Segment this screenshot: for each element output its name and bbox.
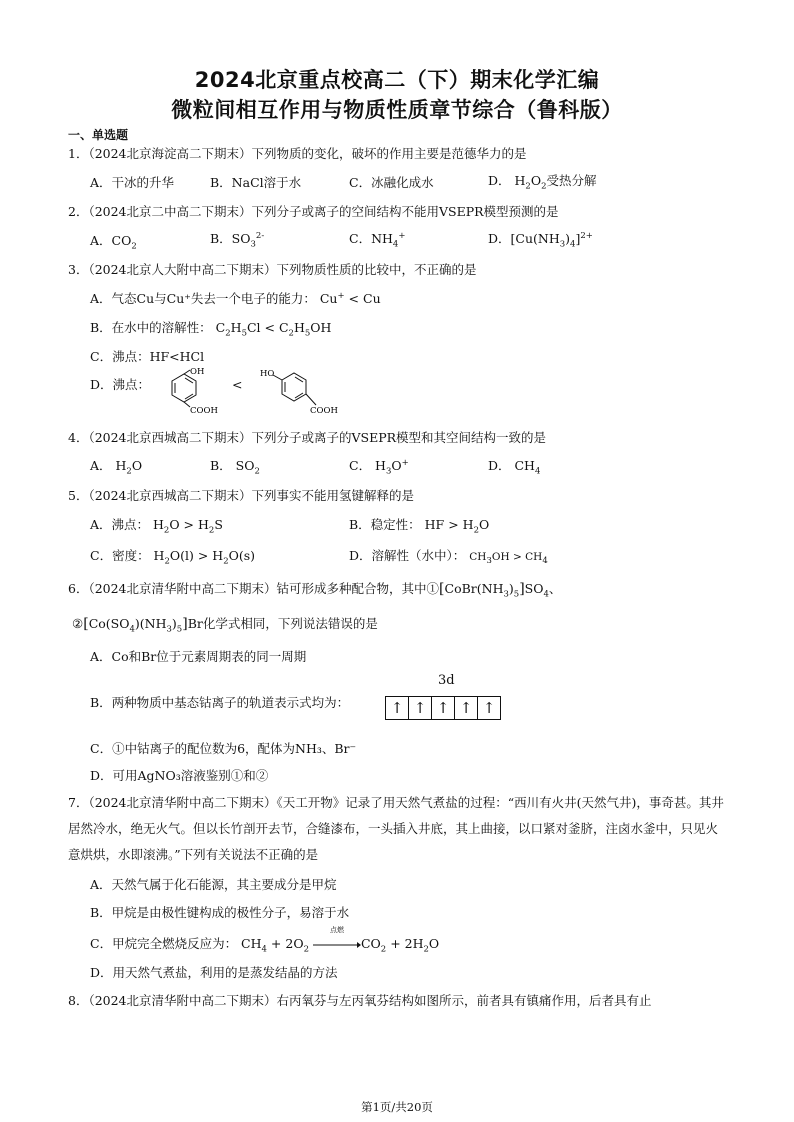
q2-d-charge: 2+ [580,230,593,241]
q6-option-d: D．可用AgNO₃溶液鉴别①和② [90,768,269,783]
svg-text:HO: HO [260,369,275,379]
q7-option-d: D．用天然气煮盐，利用的是蒸发结晶的方法 [90,965,338,980]
q3-option-d: D．沸点： OH COOH < HO COOH [90,367,352,417]
orbital-box: ↑ [386,697,409,720]
q7-option-a: A．天然气属于化石能源，其主要成分是甲烷 [90,877,337,892]
q5-option-c: C．密度： $H_2O(l) > H_2O(s)$ [90,548,256,567]
q6-option-c: C．①中钴离子的配位数为6，配体为NH₃、Br⁻ [90,741,357,756]
q3-option-b: B．在水中的溶解性： $C_2H_5Cl < C_2H_5OH$ [90,320,332,339]
question-1-stem: 1．（2024北京海淀高二下期末）下列物质的变化，破坏的作用主要是范德华力的是 [68,146,527,161]
q2-a-text: A．CO [90,233,132,248]
page-footer: 第1页/共20页 [361,1100,433,1114]
svg-text:OH: OH [190,367,205,377]
q4-option-b: B． $SO_2$ [210,458,260,477]
q2-option-c: C．$NH_4^+$ [349,230,406,250]
page-title-line2: 微粒间相互作用与物质性质章节综合（鲁科版） [171,98,623,122]
orbital-box: ↑ [409,697,432,720]
q2-d-text: D．[Cu(NH [488,231,560,246]
q2-option-d: D．$[Cu(NH_3)_4]^{2+}$ [488,230,593,250]
q2-c-text: C．NH [349,231,393,246]
q6-orbital-label: 3d [438,673,455,688]
orbital-box: ↑ [455,697,478,720]
q1-option-b: B．NaCl溶于水 [210,175,302,190]
q5-b-text: B．稳定性： [349,517,421,532]
q2-b-text: B．SO [210,231,251,246]
question-5-stem: 5．（2024北京西城高二下期末）下列事实不能用氢键解释的是 [68,488,415,503]
q6-option-b: B．两种物质中基态钴离子的轨道表示式均为： [90,695,350,710]
q4-option-a: A． $H_2O$ [90,458,143,477]
q6-stem-text: 6．（2024北京清华附中高二下期末）钴可形成多种配合物，其中① [68,581,440,596]
q3-a-text: A．气态Cu与Cu⁺失去一个电子的能力： [90,291,316,306]
q4-option-c: C． $H_3O^+$ [349,457,409,477]
q5-c-text: C．密度： [90,548,150,563]
reaction-arrow-icon [313,941,361,949]
q2-option-a: A．$CO_2$ [90,233,137,252]
question-8-stem: 8．（2024北京清华附中高二下期末）右丙氧芬与左丙氧芬结构如图所示，前者具有镇痛作用，后者具有止 [68,993,652,1008]
q1-option-d-text: 受热分解 [546,173,597,188]
q4-option-d: D． $CH_4$ [488,458,541,477]
q1-option-a: A．干冰的升华 [90,175,175,190]
q5-a-text: A．沸点： [90,517,150,532]
svg-text:COOH: COOH [310,406,339,416]
q2-option-b: B．$SO_3^{2-}$ [210,230,265,250]
q7-c-condition: 点燃 [329,926,344,934]
orbital-box: ↑ [432,697,455,720]
p-hydroxybenzoic-acid-structure-icon [260,367,352,415]
question-6-stem-line2: $②[Co(SO_4)(NH_3)_5]Br$化学式相同，下列说法错误的是 [72,616,378,635]
q5-option-b: B．稳定性： HF > $H_2O$ [349,517,490,536]
q2-d-post: ) [565,231,571,246]
q5-option-d: D．溶解性（水中）： $CH_3OH > CH_4$ [349,548,548,567]
orbital-box: ↑ [478,697,501,720]
q5-d-text: D．溶解性（水中）： [349,548,466,563]
question-6-stem: 6．（2024北京清华附中高二下期末）钴可形成多种配合物，其中$①[CoBr(NH_3)_5]SO_4$、 [68,581,562,600]
q5-option-a: A．沸点： $H_2O > H_2S$ [90,517,223,536]
q3-b-text: B．在水中的溶解性： [90,320,212,335]
q7-option-b: B．甲烷是由极性键构成的极性分子，易溶于水 [90,905,350,920]
question-2-stem: 2．（2024北京二中高二下期末）下列分子或离子的空间结构不能用VSEPR模型预测的是 [68,204,559,219]
q3-option-c: C．沸点：HF<HCl [90,349,205,364]
q6-stem-line2-text: Br化学式相同，下列说法错误的是 [187,616,378,631]
q7-c-text: C．甲烷完全燃烧反应为： [90,936,238,951]
question-4-stem: 4．（2024北京西城高二下期末）下列分子或离子的VSEPR模型和其空间结构一致的是 [68,430,547,445]
q6-option-a: A．Co和Br位于元素周期表的同一周期 [90,649,307,664]
q7-option-c: C．甲烷完全燃烧反应为： $CH_4 + 2O_2$ 点燃 $CO_2 + 2H_2O$ [90,926,440,955]
q1-option-d: D． $H_2O_2$受热分解 [488,173,597,192]
question-7-stem: 7．（2024北京清华附中高二下期末）《天工开物》记录了用天然气煮盐的过程：“西川有火井(天然气井)，事奇甚。其井居然冷水，绝无火气。但以长竹剖开去节，合缝漆布，一头插入井底，其上曲接，以口紧对釜脐，注卤水釜中，只见火意烘烘，水即滚沸。”下列有关说法不正确的是 [68,795,724,862]
question-3-stem: 3．（2024北京人大附中高二下期末）下列物质性质的比较中，不正确的是 [68,262,477,277]
salicylic-acid-structure-icon [154,367,218,416]
q6-orbital-diagram [385,696,501,720]
q3-d-text: D．沸点： [90,376,151,392]
q1-option-c: C．冰融化成水 [349,175,434,190]
q3-option-a: A．气态Cu与Cu⁺失去一个电子的能力： Cu+ < Cu [90,290,381,306]
page-title-line1: 2024北京重点校高二（下）期末化学汇编 [194,68,600,92]
svg-text:COOH: COOH [190,406,218,416]
section-label: 一、单选题 [68,128,129,142]
